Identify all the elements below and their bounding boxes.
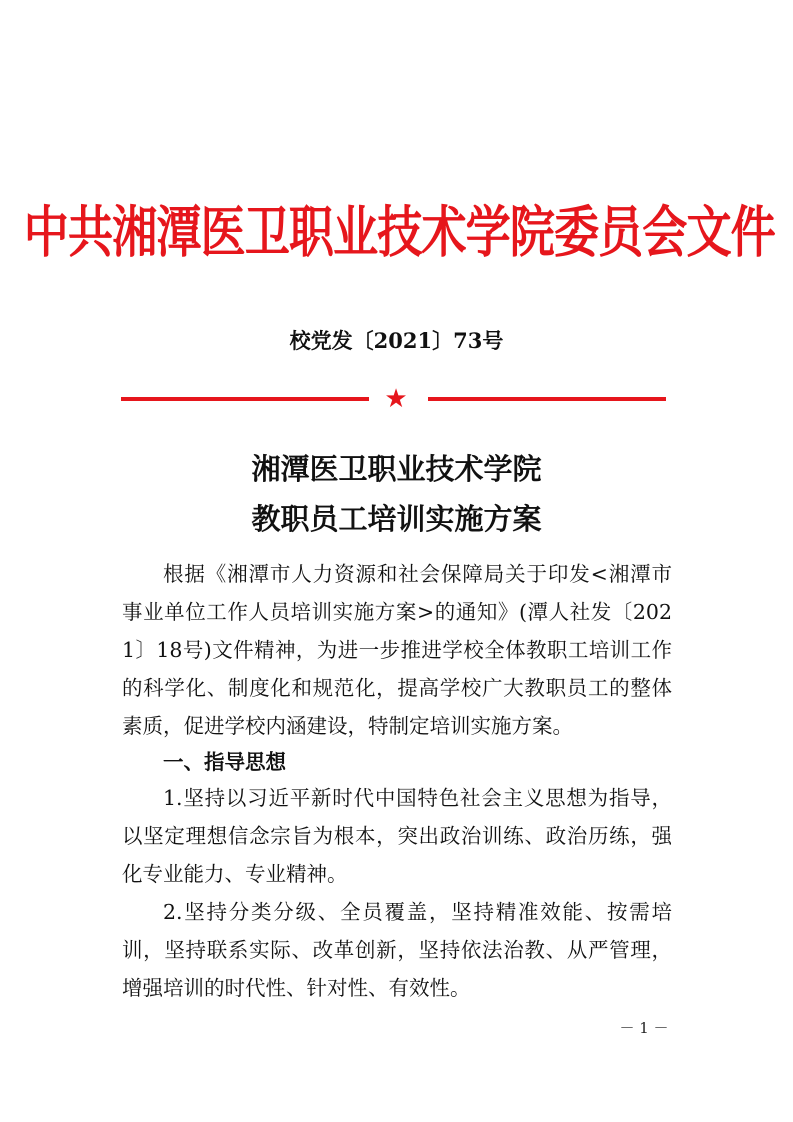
document-title-line2: 教职员工培训实施方案 — [251, 502, 542, 536]
star-icon: ★ — [384, 384, 408, 414]
document-body — [122, 555, 672, 1007]
point-1-paragraph: 1.坚持以习近平新时代中国特色社会主义思想为指导，以坚定理想信念宗旨为根本，突出政治训练、政治历练，强化专业能力、专业精神。 — [122, 786, 672, 886]
point-2-paragraph: 2.坚持分类分级、全员覆盖，坚持精准效能、按需培训，坚持联系实际、改革创新，坚持依法治教、从严管理，增强培训的时代性、针对性、有效性。 — [122, 900, 672, 1000]
page-number: － 1 － — [619, 1019, 669, 1037]
intro-paragraph: 根据《湘潭市人力资源和社会保障局关于印发<湘潭市事业单位工作人员培训实施方案>的通知》(潭人社发〔2021〕18号)文件精神，为进一步推进学校全体教职工培训工作的科学化、制度化和规范化，提高学校广大教职员工的整体素质，促进学校内涵建设，特制定培训实施方案。 — [122, 562, 672, 738]
document-masthead: 中共湘潭医卫职业技术学院委员会文件 — [23, 200, 775, 266]
section-heading: 一、指导思想 — [163, 750, 286, 774]
red-divider — [121, 386, 666, 412]
document-title-line1: 湘潭医卫职业技术学院 — [251, 452, 542, 486]
divider-line-left — [121, 397, 369, 401]
divider-line-right — [428, 397, 666, 401]
document-number: 校党发〔2021〕73号 — [289, 328, 504, 353]
